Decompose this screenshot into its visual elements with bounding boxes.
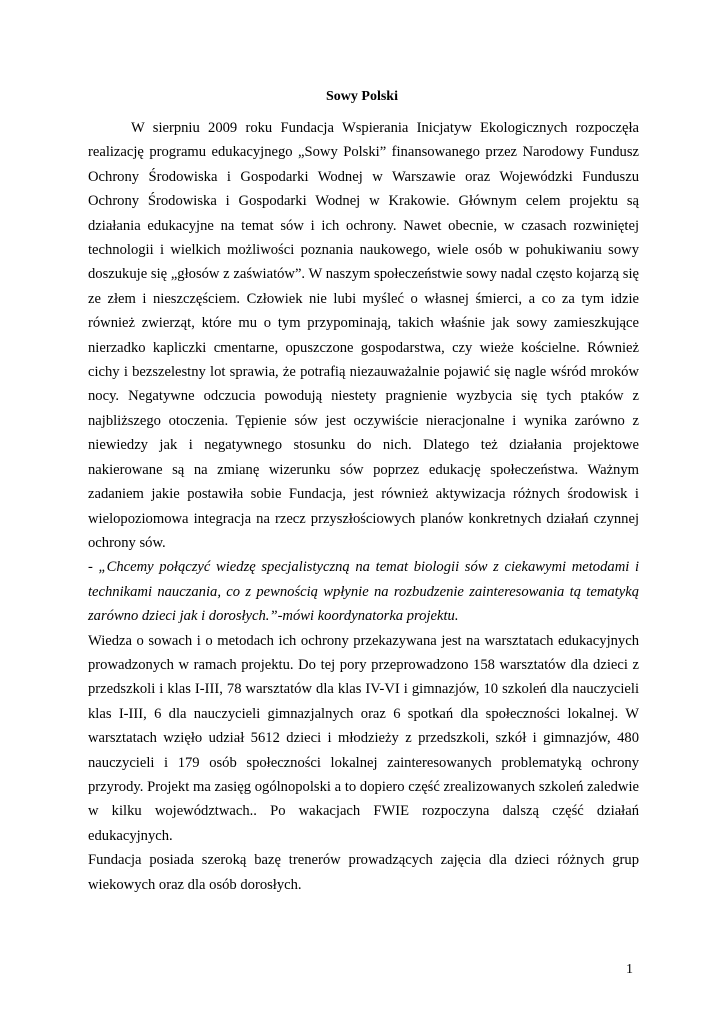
paragraph-intro: W sierpniu 2009 roku Fundacja Wspierania Inicjatyw Ekologicznych rozpoczęła realizację programu edukacyjnego „Sowy Polski” finansowanego przez Narodowy Fundusz Ochrony Środowiska i Gospodarki Wodnej w Warszawie oraz Wojewódzki Funduszu Ochrony Środowiska i Gospodarki Wodnej w Krakowie. Głównym celem projektu są działania edukacyjne na temat sów i ich ochrony. Nawet obecnie, w czasach rozwiniętej technologii i wielkich możliwości poznania naukowego, wiele osób w pohukiwaniu sowy doszukuje się „głosów z zaświatów”. W naszym społeczeństwie sowy nadal często kojarzą się ze złem i nieszczęściem. Człowiek nie lubi myśleć o własnej śmierci, a co za tym idzie również zwierząt, które mu o tym przypominają, takich właśnie jak sowy zamieszkujące nierzadko kapliczki cmentarne, opuszczone gospodarstwa, czy wieże kościelne. Również cichy i bezszelestny lot sprawia, że potrafią niezauważalnie pojawić się nagle wśród mroków nocy. Negatywne odczucia powodują niestety pragnienie wyzbycia się tych ptaków z najbliższego otoczenia. Tępienie sów jest oczywiście nieracjonalne i wynika zarówno z niewiedzy jak i negatywnego stosunku do nich. Dlatego też działania projektowe nakierowane są na zmianę wizerunku sów poprzez edukację społeczeństwa. Ważnym zadaniem jakie postawiła sobie Fundacja, jest również aktywizacja różnych środowisk i wielopoziomowa integracja na rzecz przyszłościowych planów konkretnych działań czynnej ochrony sów.: [88, 120, 639, 551]
document-body: [88, 116, 639, 897]
document-title: Sowy Polski: [326, 89, 398, 104]
paragraph-workshops: Wiedza o sowach i o metodach ich ochrony przekazywana jest na warsztatach edukacyjnych prowadzonych w ramach projektu. Do tej pory przeprowadzono 158 warsztatów dla dzieci z przedszkoli i klas I-III, 78 warsztatów dla klas IV-VI i gimnazjów, 10 szkoleń dla nauczycieli klas I-III, 6 dla nauczycieli gimnazjalnych oraz 6 spotkań dla społeczności lokalnej. W warsztatach wzięło udział 5612 dzieci i młodzieży z przedszkoli, szkół i gimnazjów, 480 nauczycieli i 179 osób społeczności lokalnej zainteresowanych problematyką ochrony przyrody. Projekt ma zasięg ogólnopolski a to dopiero część zrealizowanych szkoleń zaledwie w kilku województwach.. Po wakacjach FWIE rozpoczyna dalszą część działań edukacyjnych.: [88, 632, 639, 844]
page-number: 1: [626, 962, 633, 977]
paragraph-quote: - „Chcemy połączyć wiedzę specjalistyczną na temat biologii sów z ciekawymi metodami i technikami nauczania, co z pewnością wpłynie na rozbudzenie zainteresowania tą tematyką zarówno dzieci jak i dorosłych.”-mówi koordynatorka projektu.: [88, 559, 639, 625]
paragraph-trainers: Fundacja posiada szeroką bazę trenerów prowadzących zajęcia dla dzieci różnych grup wiekowych oraz dla osób dorosłych.: [88, 852, 639, 893]
